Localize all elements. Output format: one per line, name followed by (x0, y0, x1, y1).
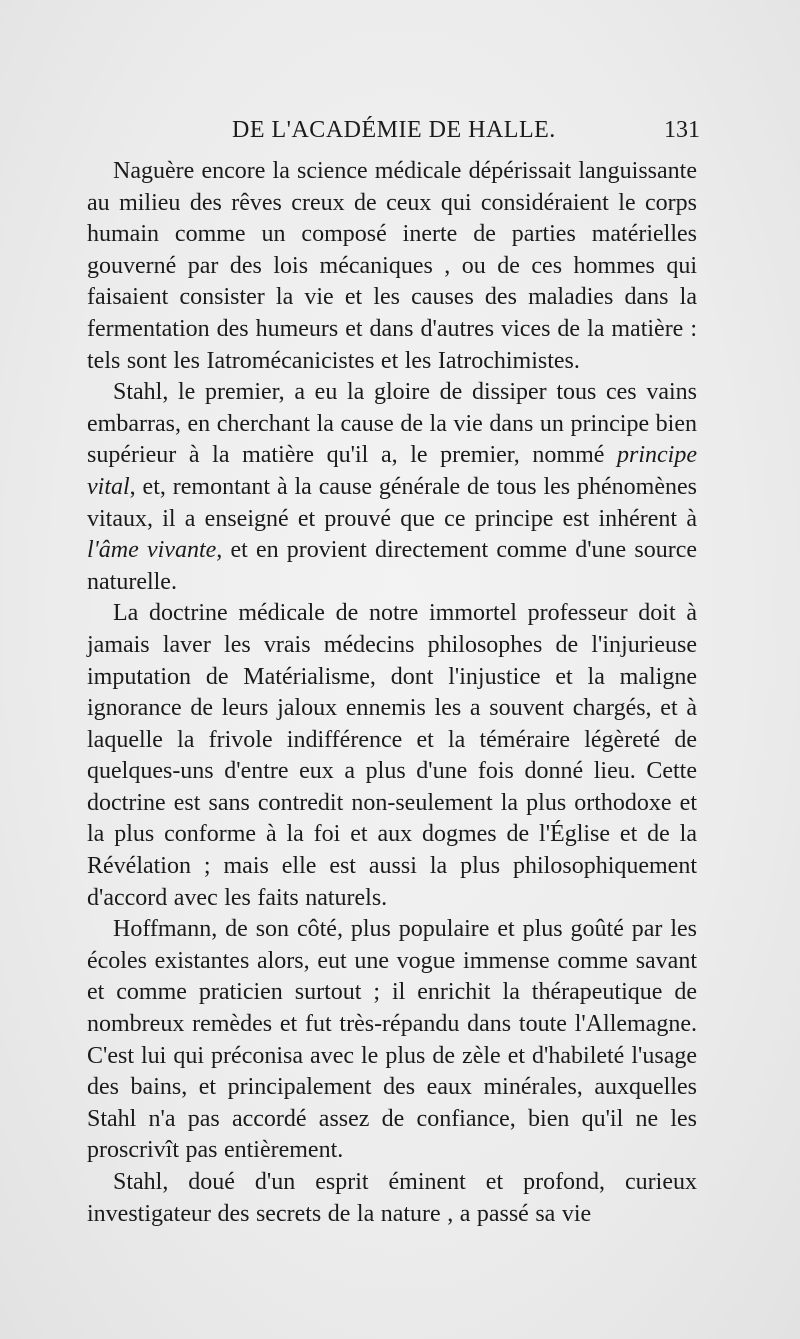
body-text (87, 156, 697, 1230)
paragraph-3: La doctrine médicale de notre immortel professeur doit à jamais laver les vrais médecins philosophes de l'injurieuse imputation de Matérialisme, dont l'injustice et la maligne ignorance de leurs jaloux ennemis les a souvent chargés, et à laquelle la frivole indifférence et la téméraire légèreté de quelques-uns d'entre eux a plus d'une fois donné lieu. Cette doctrine est sans contredit non-seulement la plus orthodoxe et la plus conforme à la foi et aux dogmes de l'Église et de la Révélation ; mais elle est aussi la plus philosophiquement d'accord avec les faits naturels. (87, 600, 697, 911)
paragraph-2-italic-principe-vital: principe vital (87, 442, 697, 500)
paragraph-4: Hoffmann, de son côté, plus populaire et plus goûté par les écoles existantes alors, eut une vogue immense comme savant et comme praticien surtout ; il enrichit la thérapeutique de nombreux remèdes et fut très-répandu dans toute l'Allemagne. C'est lui qui préconisa avec le plus de zèle et d'habileté l'usage des bains, et principalement des eaux minérales, auxquelles Stahl n'a pas accordé assez de confiance, bien qu'il ne les proscrivît pas entièrement. (87, 916, 697, 1164)
page-number: 131 (664, 117, 700, 143)
paragraph-2-part-c: , et, remontant à la cause générale de tous les phénomènes vitaux, il a enseigné et prouvé que ce principe est inhérent à (87, 473, 697, 532)
paragraph-2-part-e: et en provient directement comme d'une source naturelle. (87, 537, 698, 595)
paragraph-2 (87, 377, 697, 598)
paragraph-2-part-a: Stahl, le premier, a eu la gloire de dissiper tous ces vains embarras, en cherchant la cause de la vie dans un principe bien supérieur à la matière qu'il a, le premier, nommé (87, 379, 697, 469)
running-head: DE L'ACADÉMIE DE HALLE. (232, 117, 556, 143)
paragraph-5: Stahl, doué d'un esprit éminent et profond, curieux investigateur des secrets de la nature , a passé sa vie (87, 1169, 697, 1227)
paragraph-1: Naguère encore la science médicale dépérissait languissante au milieu des rêves creux de ceux qui considéraient le corps humain comme un composé inerte de parties matérielles gouverné par des lois mécaniques , ou de ces hommes qui faisaient consister la vie et les causes des maladies dans la fermentation des humeurs et dans d'autres vices de la matière : tels sont les Iatromécanicistes et les Iatrochimistes. (87, 158, 697, 374)
paragraph-2-italic-ame-vivante: l'âme vivante, (87, 537, 223, 564)
page-header (232, 114, 700, 146)
